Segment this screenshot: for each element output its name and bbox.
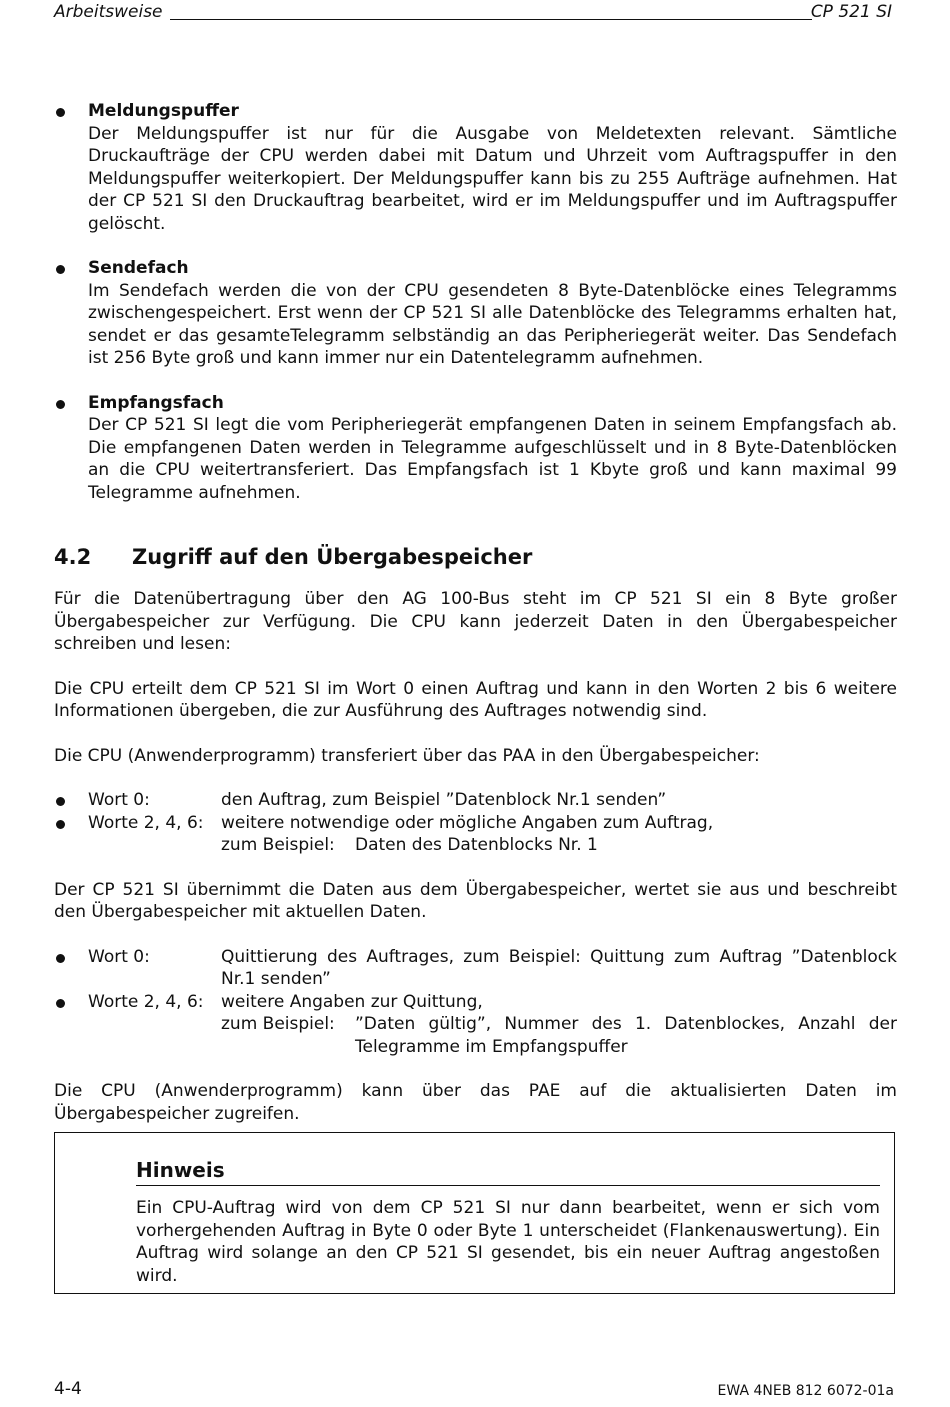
list-item-example xyxy=(221,834,897,857)
note-title: Hinweis xyxy=(136,1157,880,1186)
paragraph: Der CP 521 SI übernimmt die Daten aus dem Übergabespeicher, wertet sie aus und beschreibt den Übergabespeicher mit aktuellen Daten. xyxy=(54,879,897,922)
document-id: EWA 4NEB 812 6072-01a xyxy=(717,1383,894,1399)
product-name: CP 521 SI xyxy=(810,2,892,22)
list-item-text: weitere notwendige oder mögliche Angaben zum Auftrag, xyxy=(221,812,714,833)
note-content xyxy=(136,1157,880,1287)
list-item-label: Wort 0: xyxy=(88,790,150,810)
bullet-title: Sendefach xyxy=(88,258,189,278)
bullet-icon xyxy=(56,954,65,963)
list-item-text: den Auftrag, zum Beispiel ”Datenblock Nr.1 senden” xyxy=(221,790,667,810)
page-number: 4-4 xyxy=(54,1379,82,1399)
list-item-example xyxy=(221,1013,897,1058)
bullet-icon xyxy=(56,797,65,806)
section-title: Zugriff auf den Übergabespeicher xyxy=(132,545,533,569)
section-heading xyxy=(54,543,897,571)
section-number: 4.2 xyxy=(54,545,92,569)
header-rule xyxy=(170,19,812,20)
bullet-icon xyxy=(56,265,65,274)
bullet-icon xyxy=(56,108,65,117)
bullet-title: Meldungspuffer xyxy=(88,101,239,121)
list-item xyxy=(54,991,897,1059)
page-header xyxy=(54,0,896,24)
page-content xyxy=(54,100,897,1147)
bullet-text: Der CP 521 SI legt die vom Peripheriegerät empfangenen Daten in seinem Empfangsfach ab. Die empfangenen Daten werden in Telegramme aufgeschlüsselt und in 8 Byte-Datenblöcken an die CPU weitertransferiert. Das Empfangsfach ist 1 Kbyte groß und kann maximal 99 Telegramme aufnehmen. xyxy=(88,415,897,503)
transfer-list xyxy=(54,789,897,857)
chapter-title: Arbeitsweise xyxy=(54,2,163,22)
example-label: zum Beispiel: xyxy=(221,1014,335,1034)
list-item xyxy=(54,812,897,857)
paragraph: Die CPU erteilt dem CP 521 SI im Wort 0 einen Auftrag und kann in den Worten 2 bis 6 weitere Informationen übergeben, die zur Ausführung des Auftrages notwendig sind. xyxy=(54,678,897,721)
bullet-sendefach xyxy=(54,257,897,370)
bullet-meldungspuffer xyxy=(54,100,897,235)
example-label: zum Beispiel: xyxy=(221,835,335,855)
paragraph: Die CPU (Anwenderprogramm) transferiert über das PAA in den Übergabespeicher: xyxy=(54,745,760,766)
bullet-icon xyxy=(56,999,65,1008)
bullet-text: Im Sendefach werden die von der CPU gesendeten 8 Byte-Datenblöcke eines Telegramms zwischengespeichert. Erst wenn der CP 521 SI alle Datenblöcke des Telegramms erhalten hat, sendet er das gesamteTelegramm selbständig an das Peripheriegerät weiter. Das Sendefach ist 256 Byte groß und kann immer nur ein Datentelegramm aufnehmen. xyxy=(88,280,897,368)
note-box xyxy=(54,1132,895,1294)
bullet-icon xyxy=(56,820,65,829)
list-item xyxy=(54,946,897,991)
bullet-icon xyxy=(56,400,65,409)
paragraph: Die CPU (Anwenderprogramm) kann über das PAE auf die aktualisierten Daten im Übergabespeicher zugreifen. xyxy=(54,1081,897,1124)
list-item xyxy=(54,789,897,812)
bullet-empfangsfach xyxy=(54,392,897,505)
list-item-text: weitere Angaben zur Quittung, xyxy=(221,991,483,1012)
bullet-text: Der Meldungspuffer ist nur für die Ausgabe von Meldetexten relevant. Sämtliche Druckaufträge der CPU werden dabei mit Datum und Uhrzeit vom Auftragspuffer in den Meldungspuffer weiterkopiert. Der Meldungspuffer kann bis zu 255 Aufträge aufnehmen. Hat der CP 521 SI den Druckauftrag bearbeitet, wird er im Meldungspuffer und im Auftragspuffer gelöscht. xyxy=(88,123,897,234)
list-item-label: Worte 2, 4, 6: xyxy=(88,991,204,1012)
list-item-label: Wort 0: xyxy=(88,946,150,967)
list-item-text: Quittierung des Auftrages, zum Beispiel: Quittung zum Auftrag ”Datenblock Nr.1 senden” xyxy=(221,946,897,989)
bullet-title: Empfangsfach xyxy=(88,392,224,413)
paragraph: Für die Datenübertragung über den AG 100-Bus steht im CP 521 SI ein 8 Byte großer Übergabespeicher zur Verfügung. Die CPU kann jederzeit Daten in den Übergabespeicher schreiben und lesen: xyxy=(54,589,897,654)
example-text: Daten des Datenblocks Nr. 1 xyxy=(355,835,598,855)
note-text: Ein CPU-Auftrag wird von dem CP 521 SI nur dann bearbeitet, wenn er sich vom vorhergehenden Auftrag in Byte 0 oder Byte 1 unterscheidet (Flankenauswertung). Ein Auftrag wird solange an den CP 521 SI gesendet, bis ein neuer Auftrag angestoßen wird. xyxy=(136,1198,880,1286)
acknowledge-list xyxy=(54,946,897,1059)
example-text: ”Daten gültig”, Nummer des 1. Datenblockes, Anzahl der Telegramme im Empfangspuffer xyxy=(355,1014,897,1057)
list-item-label: Worte 2, 4, 6: xyxy=(88,812,204,833)
